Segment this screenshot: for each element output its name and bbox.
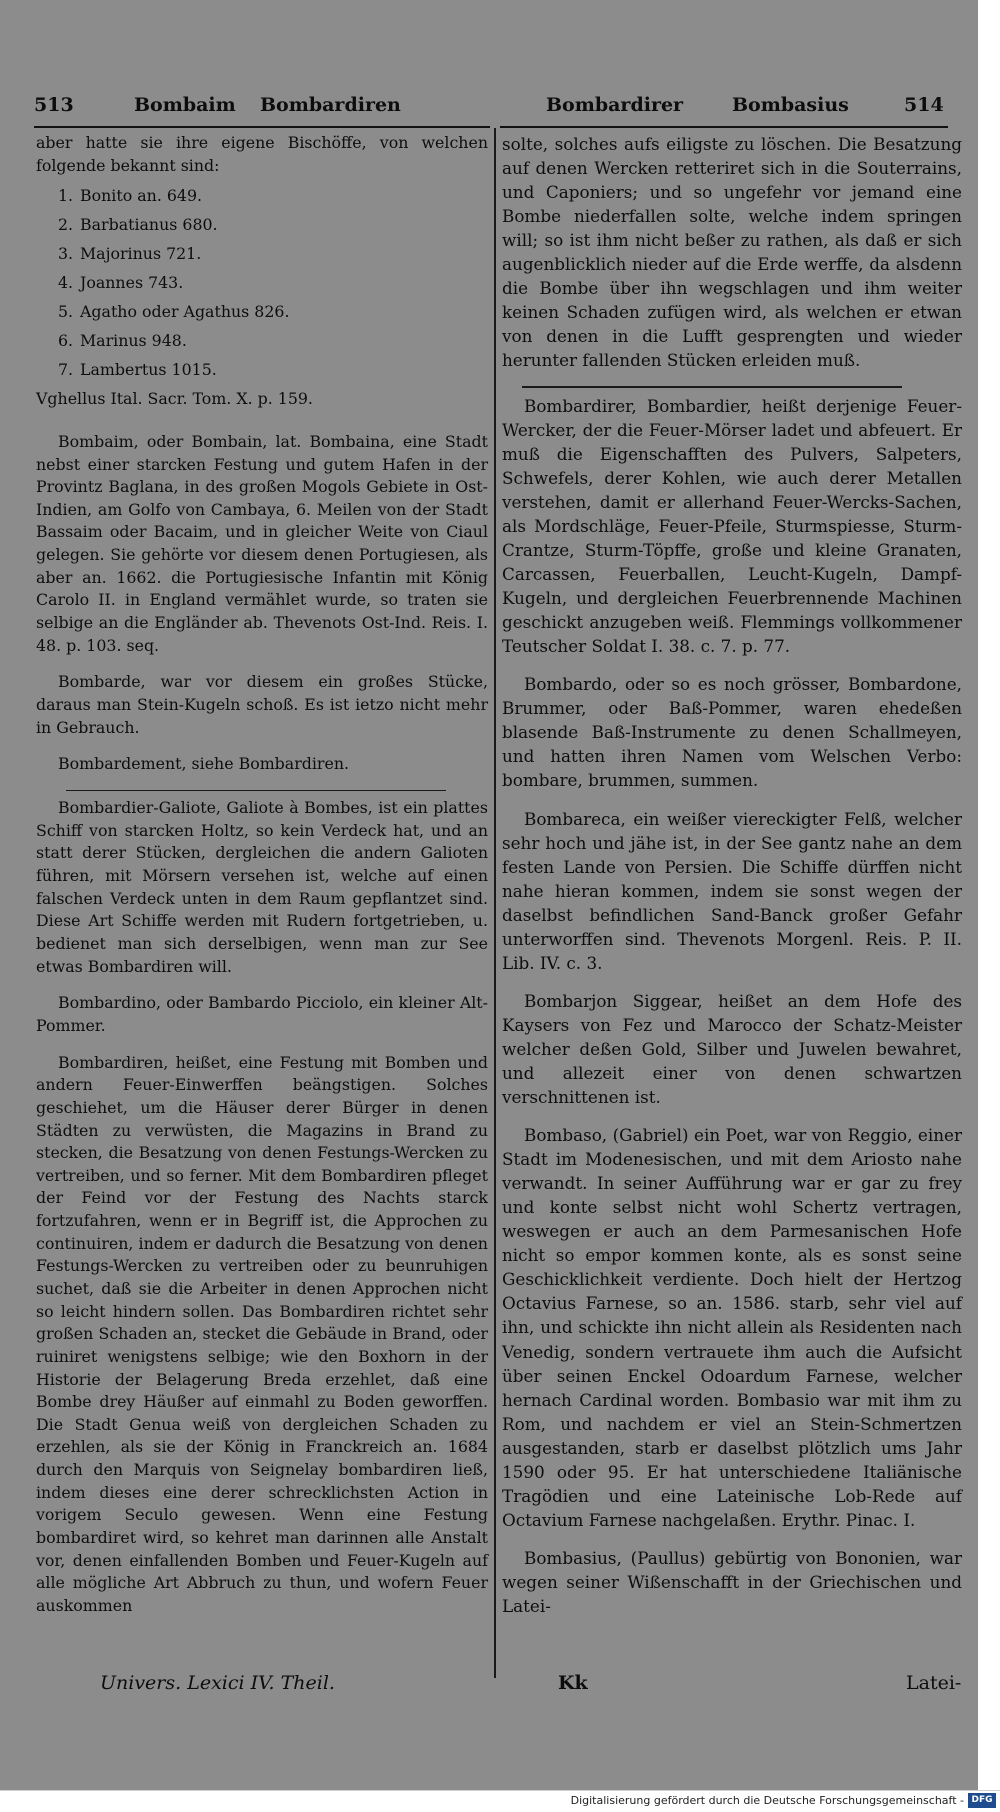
entry-bombardino: [36, 992, 488, 1037]
list-item: [58, 268, 488, 297]
list-text: Marinus 948.: [80, 331, 187, 351]
entry-text: Bombardo, oder so es noch grösser, Bombardone, Brummer, oder Baß-Pommer, waren ehedeßen blasende Baß-Instrumente zu denen Schallmeyen, und hatten ihren Namen vom Welschen Verbo: bombare, brummen, summen.: [502, 674, 962, 791]
entry-bombardirer: [502, 394, 962, 659]
entry-bombareca: [502, 807, 962, 975]
catchword-signature: Kk: [558, 1672, 588, 1694]
entry-bombardier-galiote: [36, 797, 488, 978]
page-number-right: 514: [904, 94, 944, 116]
entry-bombardo: [502, 672, 962, 792]
entry-text: Bombarde, war vor diesem ein großes Stücke, daraus man Stein-Kugeln schoß. Es ist ietzo nicht mehr in Gebrauch.: [36, 672, 488, 737]
column-divider: [494, 128, 496, 1678]
list-number: 2.: [58, 215, 74, 235]
running-head-left-2: Bombardiren: [260, 94, 401, 116]
separator-rule: [66, 790, 446, 791]
list-item: [58, 326, 488, 355]
entry-bombasius: [502, 1546, 962, 1618]
entry-continuation: [502, 132, 962, 372]
header-rule-left: [34, 126, 490, 128]
list-item: [58, 210, 488, 239]
running-head-right-1: Bombardirer: [546, 94, 684, 116]
funding-credit: Digitalisierung gefördert durch die Deutsche Forschungsgemeinschaft -: [570, 1794, 964, 1807]
entry-bombarde: [36, 671, 488, 739]
dfg-logo: DFG: [968, 1793, 996, 1808]
list-text: Joannes 743.: [80, 273, 184, 293]
entry-text: Bombaim, oder Bombain, lat. Bombaina, eine Stadt nebst einer starcken Festung und gutem Hafen in der Provintz Baglana, in des großen Mogols Gebiete in Ost-Indien, am Golfo von Cambaya, 6. Meilen von der Stadt Bassaim oder Bacaim, und in gleicher Weite von Ciaul gelegen. Sie gehörte vor diesem denen Portugiesen, als aber an. 1662. die Portugiesische Infantin mit König Carolo II. in England vermählet wurde, so traten sie selbige an die Engländer ab. Thevenots Ost-Ind. Reis. I. 48. p. 103. seq.: [36, 431, 488, 655]
list-text: Agatho oder Agathus 826.: [80, 302, 290, 322]
entry-text: Bombardiren, heißet, eine Festung mit Bomben und andern Feuer-Einwerffen beängstigen. Solches geschiehet, um die Häuser derer Bürger in denen Städten zu verwüsten, die Magazins in Brand zu stecken, die Besatzung von denen Festungs-Wercken zu vertreiben, und so ferner. Mit dem Bombardiren pfleget der Feind vor der Festung des Nachts starck fortzufahren, wenn er in Begriff ist, die Approchen zu continuiren, indem er dadurch die Besatzung von denen Festungs-Wercken zu vertreiben oder zu beunruhigen suchet, daß sie die Arbeiter in denen Approchen nicht so leicht hindern sollen. Das Bombardiren richtet sehr großen Schaden an, stecket die Gebäude in Brand, oder ruiniret wenigstens selbige; wie den Boxhorn in der Historie der Belagerung Breda erzehlet, daß eine Bombe drey Häußer auf einmahl zu Boden geworffen. Die Stadt Genua weiß von dergleichen Schaden zu erzehlen, als sie der König in Franckreich an. 1684 durch den Marquis von Seignelay bombardiren ließ, indem dieses eine derer schrecklichsten Action in vorigem Seculo gewesen. Wenn eine Festung bombardiret wird, so kehret man darinnen alle Anstalt vor, denen einfallenden Bomben und Feuer-Kugeln auf alle mögliche Art Abbruch zu thun, und wofern Feuer auskommen: [36, 1052, 488, 1615]
entry-text: Bombardement, siehe Bombardiren.: [58, 754, 350, 774]
list-item: [58, 297, 488, 326]
entry-bombardiren: [36, 1052, 488, 1618]
entry-text: aber hatte sie ihre eigene Bischöffe, von welchen folgende bekannt sind:: [36, 133, 488, 175]
entry-text: Bombasius, (Paullus) gebürtig von Bononien, war wegen seiner Wißenschafft in der Griechischen und Latei-: [502, 1547, 962, 1616]
entry-bombaim: [36, 431, 488, 657]
separator-rule: [522, 386, 902, 387]
entry-text: Bombardirer, Bombardier, heißt derjenige Feuer-Wercker, der die Feuer-Mörser ladet und abfeuert. Er muß die Eigenschafften des Pulvers, Salpeters, Schwefels, derer Kohlen, wie auch derer Metallen verstehen, damit er allerhand Feuer-Wercks-Sachen, als Mordschläge, Feuer-Pfeile, Sturmspiesse, Sturm-Crantze, Sturm-Töpffe, große und kleine Granaten, Carcassen, Feuerballen, Leucht-Kugeln, Dampf-Kugeln, und dergleichen Feuerbrennende Machinen geschickt anzugeben weiß. Flemmings vollkommener Teutscher Soldat I. 38. c. 7. p. 77.: [502, 395, 962, 657]
catchword: Latei-: [906, 1672, 962, 1694]
left-column: [36, 132, 488, 1632]
entry-text: solte, solches aufs eiligste zu löschen. Die Besatzung auf denen Wercken retteriret sich in die Souterrains, und Caponiers; und so ungefehr vor jemand eine Bombe niederfallen solte, welche indem springen will; so ist ihm nicht beßer zu rathen, als daß er sich augenblicklich nieder auf die Erde werffe, da alsdenn die Bombe über ihn wegschlagen und ihm weiter keinen Schaden zufügen wird, als welchen er etwan von denen in die Lufft gesprengten und wieder herunter fallenden Stücken erleiden muß.: [502, 134, 962, 371]
citation: Vghellus Ital. Sacr. Tom. X. p. 159.: [36, 389, 313, 409]
list-number: 6.: [58, 331, 74, 351]
list-number: 7.: [58, 360, 74, 380]
entry-bombarjon-siggear: [502, 989, 962, 1109]
entry-text: Bombaso, (Gabriel) ein Poet, war von Reggio, einer Stadt im Modenesischen, und mit dem Ariosto nahe verwandt. In seiner Aufführung war er gar zu frey und konte selbst nicht wohl Schertz vertragen, weswegen er auch an dem Parmesanischen Hofe nicht so empor kommen konte, als es sonst seine Geschicklichkeit verdiente. Doch hielt der Hertzog Octavius Farnese, so an. 1586. starb, sehr viel auf ihn, und schickte ihn nicht allein als Residenten nach Venedig, sondern vertrauete ihm auch die Aufsicht über seinen Enckel Odoardum Farnese, welcher hernach Cardinal worden. Bombasio war mit ihm zu Rom, und nachdem er viel an Stein-Schmertzen ausgestanden, starb er daselbst plötzlich ums Jahr 1590 oder 95. Er hat unterschiedene Italiänische Tragödien und eine Lateinische Lob-Rede auf Octavium Farnese nachgelaßen. Erythr. Pinac. I.: [502, 1125, 962, 1530]
list-number: 3.: [58, 244, 74, 264]
list-text: Majorinus 721.: [80, 244, 202, 264]
list-item: [58, 181, 488, 210]
running-head-left-1: Bombaim: [134, 94, 236, 116]
bishop-list: [58, 181, 488, 384]
list-item: [58, 355, 488, 384]
entry-text: Bombareca, ein weißer viereckigter Felß, welcher sehr hoch und jähe ist, in der See gantz nahe an dem festen Lande von Persien. Die Schiffe dürffen nicht nahe hieran kommen, indem sie sonst wegen der daselbst befindlichen Sand-Banck großer Gefahr unterworffen sind. Thevenots Morgenl. Reis. P. II. Lib. IV. c. 3.: [502, 808, 962, 973]
entry-text: Bombarjon Siggear, heißet an dem Hofe des Kaysers von Fez und Marocco der Schatz-Meister welcher deßen Gold, Silber und Juwelen bewahret, und allezeit einer von denen schwartzen verschnittenen ist.: [502, 990, 962, 1108]
running-head-right-2: Bombasius: [732, 94, 849, 116]
list-number: 1.: [58, 186, 74, 206]
list-number: 4.: [58, 273, 74, 293]
right-column: [502, 132, 962, 1632]
entry-bombaso: [502, 1123, 962, 1532]
entry-continuation: [36, 132, 488, 177]
page-number-left: 513: [34, 94, 74, 116]
entry-text: Bombardino, oder Bambardo Picciolo, ein kleiner Alt-Pommer.: [36, 993, 488, 1035]
list-text: Barbatianus 680.: [80, 215, 218, 235]
entry-text: Bombardier-Galiote, Galiote à Bombes, ist ein plattes Schiff von starcken Holtz, so kein Verdeck hat, und an statt derer Stücken, dergleichen die andern Galioten führen, mit Mörsern versehen ist, welche auf einen falschen Verdeck unten in dem Raum gepflantzet sind. Diese Art Schiffe werden mit Rudern fortgetrieben, u. bedienet man sich derselbigen, wenn man zur See etwas Bombardiren will.: [36, 798, 488, 976]
entry-bombardement: [36, 753, 488, 776]
list-item: [58, 239, 488, 268]
list-text: Bonito an. 649.: [80, 186, 203, 206]
list-text: Lambertus 1015.: [80, 360, 217, 380]
header-rule-right: [500, 126, 948, 128]
signature-line: Univers. Lexici IV. Theil.: [100, 1672, 335, 1694]
footer-bar: [0, 1790, 1000, 1812]
list-number: 5.: [58, 302, 74, 322]
